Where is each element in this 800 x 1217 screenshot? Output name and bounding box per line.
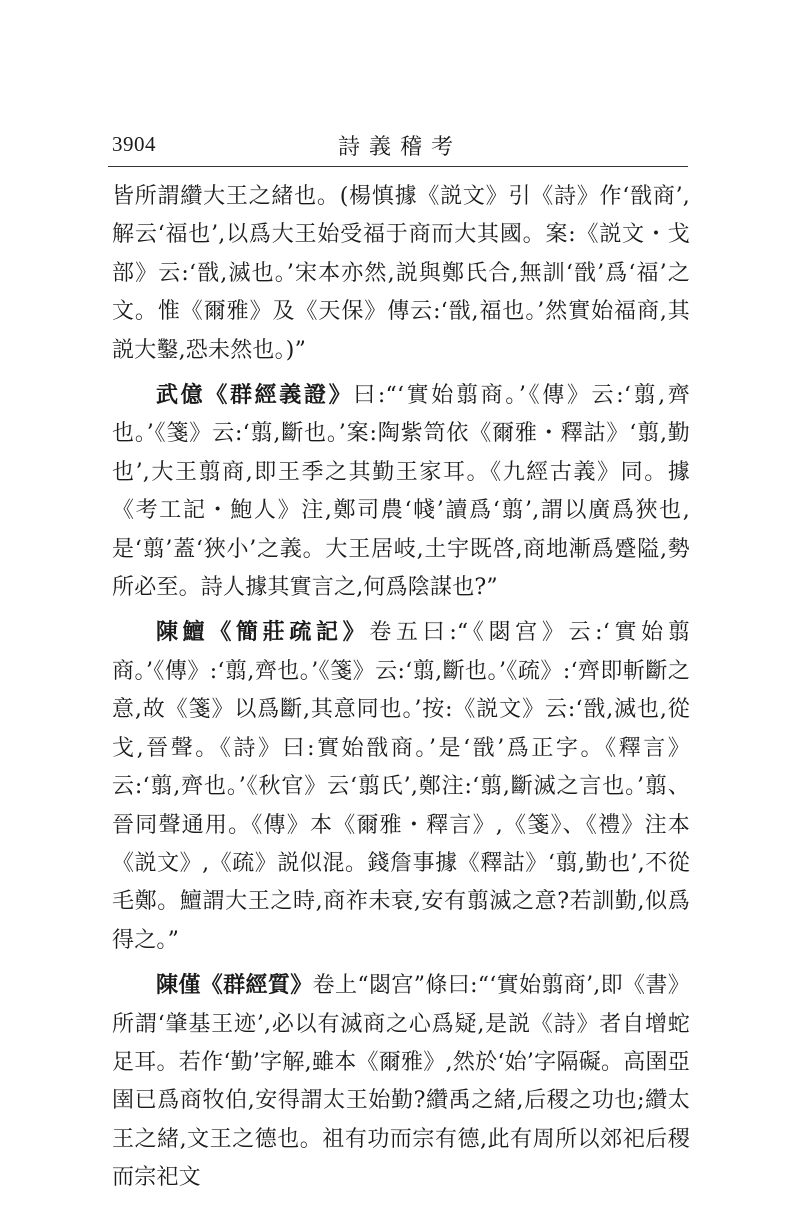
paragraph-lead: 武億《群經義證》 [156, 383, 354, 409]
paragraph-lead: 陳鱣《簡莊疏記》 [156, 620, 370, 646]
paragraph [112, 178, 690, 370]
paragraph [112, 614, 690, 960]
paragraph-text: 卷五曰:“《閟宫》云:‘實始翦商。’《傳》:‘翦,齊也。’《箋》云:‘翦,斷也。’《疏》:‘齊即斬斷之意,故《箋》以爲斷,其意同也。’按:《説文》云:‘戩,滅也,從戈,晉聲。《詩》曰:實始戩商。’是‘戩’爲正字。《釋言》云:‘翦,齊也。’《秋官》云‘翦氏’,鄭注:‘翦,斷滅之言也。’翦、晉同聲通用。《傳》本《爾雅・釋言》,《箋》、《禮》注本《説文》,《疏》説似混。錢詹事據《釋詁》‘翦,勤也’,不從毛鄭。鱣謂大王之時,商祚未衰,安有翦滅之意?若訓勤,似爲得之。” [112, 620, 690, 953]
paragraph [112, 967, 690, 1197]
paragraph-lead: 陳僅《群經質》 [156, 973, 313, 999]
paragraph [112, 377, 690, 607]
paragraph-text: 曰:“‘實始翦商。’《傳》云:‘翦,齊也。’《箋》云:‘翦,斷也。’案:陶紫笥依《爾雅・釋詁》‘翦,勤也’,大王翦商,即王季之其勤王家耳。《九經古義》同。據《考工記・鮑人》注,鄭司農‘帴’讀爲‘翦’,謂以廣爲狹也,是‘翦’蓋‘狹小’之義。大王居岐,土宇既啓,商地漸爲蹙隘,勢所必至。詩人據其實言之,何爲陰謀也?” [112, 383, 690, 601]
paragraph-text: 卷上“閟宫”條曰:“‘實始翦商’,即《書》所謂‘肇基王迹’,必以有滅商之心爲疑,是説《詩》者自增蛇足耳。若作‘勤’字解,雖本《爾雅》,然於‘始’字隔礙。高圉亞圉已爲商牧伯,安得謂太王始勤?纘禹之緒,后稷之功也;纘太王之緒,文王之德也。祖有功而宗有德,此有周所以郊祀后稷而宗祀文 [112, 973, 690, 1191]
page-number: 3904 [112, 132, 156, 156]
page-header [112, 128, 688, 162]
header-rule [108, 166, 688, 167]
paragraph-text: 皆所謂纘大王之緒也。(楊慎據《説文》引《詩》作‘戩商’,解云‘福也’,以爲大王始受福于商而大其國。案:《説文・戈部》云:‘戩,滅也。’宋本亦然,説與鄭氏合,無訓‘戩’爲‘福’之文。惟《爾雅》及《天保》傳云:‘戩,福也。’然實始福商,其説大鑿,恐未然也。)” [112, 184, 690, 363]
body-text [112, 178, 690, 1205]
running-title: 詩義稽考 [337, 135, 462, 160]
